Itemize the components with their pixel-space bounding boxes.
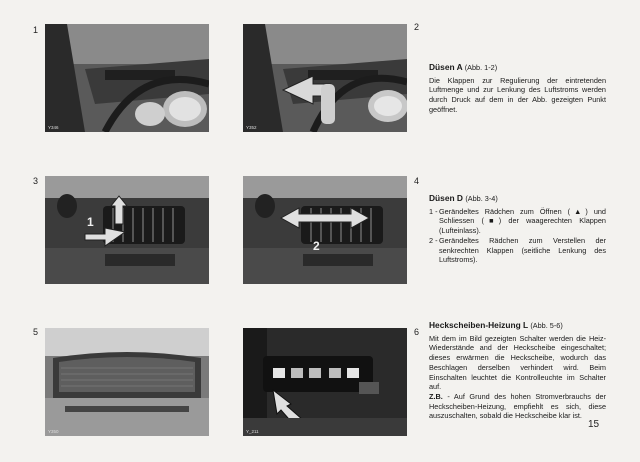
photo-side-vent bbox=[45, 176, 209, 284]
section-a-title: Düsen A bbox=[429, 62, 463, 72]
dashboard-vent-arrow-photo-icon bbox=[243, 24, 407, 132]
section-d-ref: (Abb. 3-4) bbox=[465, 194, 498, 203]
fig4-marker: 2 bbox=[313, 239, 320, 253]
switch-panel-photo-icon bbox=[243, 328, 407, 436]
figure-number-1: 1 bbox=[33, 25, 39, 35]
list-item bbox=[429, 236, 606, 265]
list-item-number: 2 - bbox=[429, 235, 438, 245]
list-item-text: Gerändeltes Rädchen zum Öffnen (▲) und Schliessen (■) der waagerechten Klappen (Lufteinlass). bbox=[439, 206, 606, 236]
section-l-title: Heckscheiben-Heizung L bbox=[429, 320, 528, 330]
section-l-text: Mit dem im Bild gezeigten Schalter werden die Heiz-Wiederstände and der Heckscheibe eingeschaltet; dieses erwärmen die Heckscheibe, wodurch das Beschlagen derselben verhindert wird. Beim Einschalten leuchtet die Kontrolleuchte im Schalter auf. bbox=[429, 333, 606, 392]
section-l-note bbox=[429, 392, 606, 421]
section-l-heading bbox=[429, 321, 606, 331]
list-item bbox=[429, 207, 606, 236]
note-label: Z.B. bbox=[429, 391, 443, 401]
section-d-heading bbox=[429, 194, 606, 204]
photo-switch-panel bbox=[243, 328, 407, 436]
section-a-text: Die Klappen zur Regulierung der eintretenden Luftmenge und zur Lenkung des Luftstroms werden durch Druck auf dem in der Abb. gezeigten Punkt geöffnet. bbox=[429, 75, 606, 114]
list-item-text: Gerändeltes Rädchen zum Verstellen der senkrechten Klappen (seitliche Lenkung des Luftstroms). bbox=[439, 235, 606, 265]
list-item-number: 1 - bbox=[429, 206, 438, 216]
figure-number-4: 4 bbox=[414, 176, 420, 186]
section-d-title: Düsen D bbox=[429, 193, 463, 203]
photo-code-2: Y352 bbox=[246, 125, 257, 130]
section-a-ref: (Abb. 1-2) bbox=[464, 63, 498, 72]
figure-number-3: 3 bbox=[33, 176, 39, 186]
figure-number-6: 6 bbox=[414, 327, 420, 337]
photo-rear-window bbox=[45, 328, 209, 436]
note-text: - Auf Grund des hohen Stromverbrauchs der Heckscheiben-Heizung, empfiehlt es sich, diese auszuschalten, sobald die Heckscheibe klar ist. bbox=[429, 391, 606, 421]
rear-window-photo-icon bbox=[45, 328, 209, 436]
page-number: 15 bbox=[588, 419, 600, 430]
photo-dashboard-arrow bbox=[243, 24, 407, 132]
fig3-marker: 1 bbox=[87, 215, 94, 229]
section-duesen-a bbox=[429, 63, 606, 115]
section-a-heading bbox=[429, 63, 606, 73]
side-vent-arrows-photo-icon bbox=[243, 176, 407, 284]
section-heckscheiben-heizung bbox=[429, 321, 606, 421]
section-l-ref: (Abb. 5-6) bbox=[530, 321, 563, 330]
figure-number-5: 5 bbox=[33, 327, 39, 337]
photo-dashboard bbox=[45, 24, 209, 132]
side-vent-photo-icon bbox=[45, 176, 209, 284]
section-duesen-d bbox=[429, 194, 606, 265]
photo-code-5: Y350 bbox=[48, 429, 59, 434]
photo-code-6: Y_211 bbox=[246, 429, 259, 434]
dashboard-photo-icon bbox=[45, 24, 209, 132]
figure-number-2: 2 bbox=[414, 22, 420, 32]
photo-code-1: Y346 bbox=[48, 125, 59, 130]
photo-side-vent-arrows bbox=[243, 176, 407, 284]
